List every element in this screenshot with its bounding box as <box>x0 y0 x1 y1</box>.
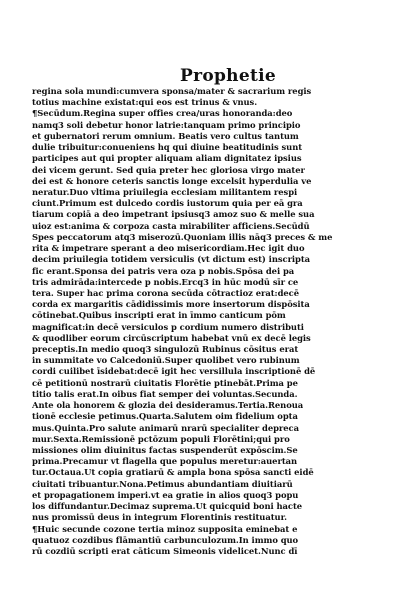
text-line: uioz est:anima & corpoza casta mirabiliter afficiens.Secūdū <box>32 220 310 231</box>
text-line: participes aut qui propter aliquam aliam dignitatez ipsius <box>32 153 302 164</box>
text-line: missiones olim diuinitus factas suspenderūt expōscim.Se <box>32 445 298 455</box>
text-line: ¶Secūdum.Regina super offies crea/uras honoranda:deo <box>32 108 293 119</box>
text-line: Spes peccatorum atq3 miserozū.Quoniam illis nāq3 preces & me <box>32 231 333 242</box>
text-line: ciuitati tribuantur.Nona.Petimus abundantiam diuitiarū <box>32 478 293 489</box>
text-line: cordi cuilibet īsidebat:decē igit hec versillula inscriptionē dē <box>32 366 316 377</box>
text-line: cōtinebat.Quibus inscripti erat in īmmo canticum pōm <box>32 310 286 321</box>
running-head: Prophetie <box>180 66 276 86</box>
text-line: tiarum copiā a deo impetrant ipsiusq3 amoz suo & melle sua <box>32 209 315 220</box>
text-line: prima.Precamur vt flagella que populus meretur:auertan <box>32 456 298 467</box>
text-line: dulie tribuitur:conueniens hq qui diuine beatitudinis sunt <box>32 142 303 153</box>
text-line: mur.Sexta.Remissionē pctōzum populi Florētini;qui pro <box>32 433 290 444</box>
text-line: mus.Quinta.Pro salute animarū nrarū specialiter depreca <box>32 422 299 433</box>
text-line: regina sola mundi:cumvera sponsa/mater & sacrarium regis <box>32 86 312 96</box>
text-line: tris admirāda:intercede p nobis.Ercq3 in hūc modū sīr ce <box>32 276 299 287</box>
text-line: dei vicem gerunt. Sed quia preter hec gloriosa virgo mater <box>32 164 305 175</box>
text-line: et gubernatori rerum omnium. Beatis vero cultus tantum <box>32 130 299 141</box>
text-line: fic erant.Sponsa dei patris vera oza p nobis.Spōsa dei pa <box>32 265 295 276</box>
text-line: quatuoz cozdibus flāmantiū carbunculozum.In immo quo <box>32 534 299 545</box>
text-line: titio talis erat.In oibus fiat semper dei voluntas.Secunda. <box>32 388 298 399</box>
text-line: namq3 soli debetur honor latrie:tanquam primo principio <box>32 119 301 130</box>
text-line: corda ex margaritis cādidissimis more insertorum dispōsita <box>32 299 310 310</box>
text-line: nus promissū deus in integrum Florentinis restituatur. <box>32 512 288 523</box>
text-line: tionē ecclesie petimus.Quarta.Salutem oim fidelium opta <box>32 411 298 422</box>
text-line: rū cozdiū scripti erat cāticum Simeonis videlicet.Nunc dī <box>32 545 298 556</box>
text-line: decim priuilegia totidem versiculis (vt dictum est) inscripta <box>32 254 311 265</box>
text-line: los diffundantur.Decimaz suprema.Ut quicquid boni hacte <box>32 501 303 512</box>
text-block <box>32 86 380 557</box>
text-line: in summitate vo Calcedoniū.Super quolibet vero rubinum <box>32 355 300 366</box>
text-line: rita & impetrare sperant a deo misericordiam.Hec igit duo <box>32 243 305 254</box>
text-line: Ante ola honorem & glozia dei desideramus.Tertia.Renoua <box>32 400 304 411</box>
text-line: tur.Octaua.Ut copia gratiarū & ampla bona spōsa sancti eidē <box>32 467 314 478</box>
text-line: magnificat:in decē versiculos p cordium numero distributi <box>32 321 304 332</box>
text-line: dei est & honore ceteris sanctis longe excelsit hyperdulia ve <box>32 175 312 186</box>
text-line: tera. Super hac prima corona secūda cōtractioz erat:decē <box>32 287 299 298</box>
text-line: & quodliber eorum circūscriptum habebat vnū ex decē legis <box>32 332 311 343</box>
text-line: ciunt.Primum est dulcedo cordis iustorum quia per eā gra <box>32 198 303 209</box>
text-line: neratur.Duo vltima priuilegia ecclesiam militantem respi <box>32 186 298 197</box>
text-line: et propagationem imperi.vt ea gratie in alios quoq3 popu <box>32 489 299 500</box>
text-line: cē petitionū nostrarū ciuitatis Florētie ptinebāt.Prima pe <box>32 377 298 388</box>
text-line: totius machine existat:qui eos est trinus & vnus. <box>32 97 258 108</box>
text-line: preceptis.In medio quoq3 singulozū Rubinus cōsitus erat <box>32 344 299 355</box>
text-line: ¶Huic secunde cozone tertia minoz supposita eminebat e <box>32 523 298 534</box>
